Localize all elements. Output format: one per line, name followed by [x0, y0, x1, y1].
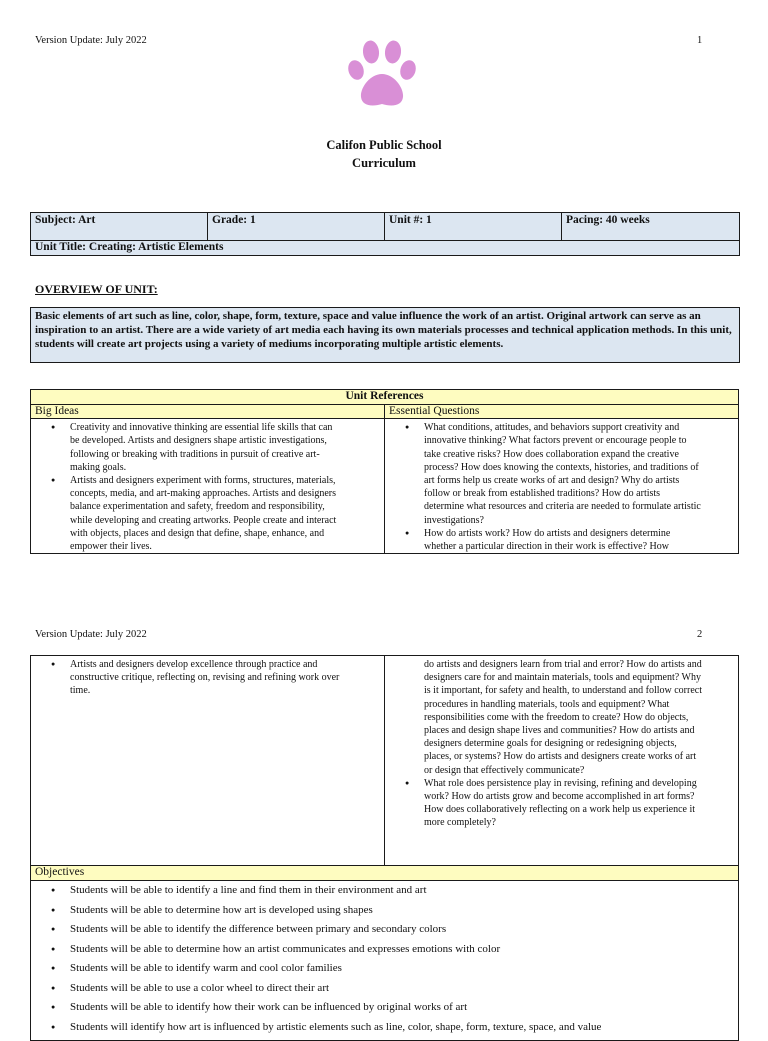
objective-item: ● Students will be able to identify warm and cool color families: [31, 959, 734, 979]
objective-item: ● Students will be able to identify a line and find them in their environment and art: [31, 881, 734, 901]
page-number: 1: [697, 35, 703, 46]
big-idea-item: ● Creativity and innovative thinking are essential life skills that can be developed. Artists and designers shape artistic investigations, following or breaking with traditions in pursuit of creative art-making goals.: [31, 421, 344, 474]
objective-item: ● Students will be able to determine how art is developed using shapes: [31, 901, 734, 921]
unit-references-title: Unit References: [31, 390, 739, 405]
objective-item: ● Students will be able to determine how an artist communicates and expresses emotions with color: [31, 940, 734, 960]
essential-question-continued: do artists and designers learn from trial and error? How do artists and designers care for and maintain materials, tools and equipment? Why is it important, for safety and health, to understand and follow correct procedures in handling materials, tools and equipment? What responsibilities come with the freedom to create? How do objects, places and design shape lives and communities? How do artists and designers determine goals for designing or redesigning objects, places, or systems? How do artists and designers create works of art or design that effectively communicate?: [424, 659, 702, 776]
subject-cell: Subject: Art: [31, 213, 208, 241]
document-type: Curriculum: [352, 156, 416, 170]
objective-item: ● Students will be able to identify the difference between primary and secondary colors: [31, 920, 734, 940]
paw-print-logo-icon: [346, 38, 418, 110]
pacing-cell: Pacing: 40 weeks: [562, 213, 740, 241]
objective-item: ● Students will be able to use a color wheel to direct their art: [31, 979, 734, 999]
overview-heading: OVERVIEW OF UNIT:: [35, 282, 158, 296]
objectives-header: Objectives: [31, 866, 739, 881]
unit-number-cell: Unit #: 1: [385, 213, 562, 241]
page-number: 2: [697, 629, 703, 640]
big-idea-item: ● Artists and designers experiment with forms, structures, materials, concepts, media, and art-making approaches. Artists and designers balance experimentation and safety, freedom and responsibility, while developing and creating artworks. People create and interact with objects, places and design that define, shape, enhance, and empower their lives.: [31, 474, 344, 553]
version-label: Version Update: July 2022: [35, 629, 147, 640]
big-ideas-list: [31, 421, 344, 553]
big-ideas-cell: [31, 656, 385, 866]
big-ideas-header: Big Ideas: [31, 405, 385, 419]
essential-question-item: ● What conditions, attitudes, and behaviors support creativity and innovative thinking? What factors prevent or encourage people to take creative risks? How does collaboration expand the creative process? How does knowing the contexts, histories, and traditions of art forms help us create works of art and design? Why do artists follow or break from established traditions? How do artists determine what resources and criteria are needed to formulate artistic investigations?: [385, 421, 702, 527]
unit-references-table-continued: [30, 655, 739, 1041]
essential-question-item: ● How do artists work? How do artists and designers determine whether a particular direction in their work is effective? How: [385, 527, 702, 553]
objectives-list: [31, 881, 734, 1037]
unit-references-table: [30, 389, 739, 554]
essential-question-item: ● What role does persistence play in revising, refining and developing work? How do artists grow and become accomplished in art forms? How does collaboratively reflecting on a work help us experience it more completely?: [385, 777, 702, 830]
unit-meta-table: [30, 212, 740, 256]
big-ideas-list: [31, 658, 344, 698]
big-idea-item: ● Artists and designers develop excellence through practice and constructive critique, reflecting on, revising and refining work over time.: [31, 658, 344, 698]
essential-questions-cell: [385, 419, 739, 554]
objectives-cell: [31, 881, 739, 1041]
paw-print-shape: [346, 40, 418, 106]
grade-cell: Grade: 1: [208, 213, 385, 241]
version-label: Version Update: July 2022: [35, 35, 147, 46]
objective-item: ● Students will identify how art is influenced by artistic elements such as line, color, shape, form, texture, space, and value: [31, 1018, 734, 1038]
essential-questions-header: Essential Questions: [385, 405, 739, 419]
school-name: Califon Public School: [326, 138, 442, 152]
objective-item: ● Students will be able to identify how their work can be influenced by original works of art: [31, 998, 734, 1018]
overview-box: Basic elements of art such as line, color, shape, form, texture, space and value influence the work of an artist. Original artwork can serve as an inspiration to an artist. There are a wide variety of art media each having its own materials processes and technical application methods. In this unit, students will create art projects using a variety of mediums incorporating multiple artistic elements.: [30, 307, 740, 363]
essential-questions-list: [385, 421, 702, 553]
essential-questions-list: [385, 777, 702, 830]
big-ideas-cell: [31, 419, 385, 554]
essential-questions-cell: [385, 656, 739, 866]
unit-title-cell: Unit Title: Creating: Artistic Elements: [31, 241, 740, 256]
